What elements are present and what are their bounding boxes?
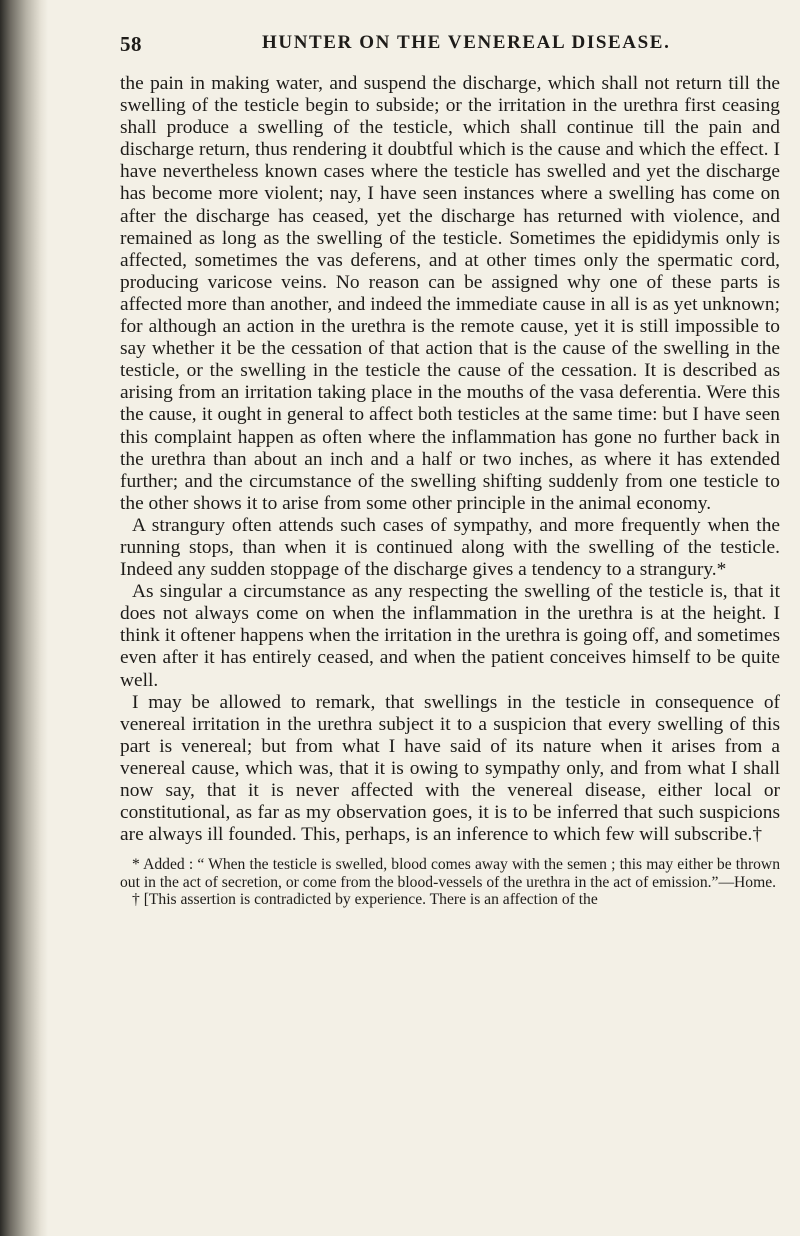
- footnote-dagger: † [This assertion is contradicted by experience. There is an affection of the: [132, 891, 598, 909]
- running-head: [120, 28, 780, 60]
- book-binding-shadow: [0, 0, 48, 1236]
- book-page: [120, 28, 780, 909]
- paragraph-strangury: A strangury often attends such cases of sympathy, and more frequently when the running stops, than when it is continued along with the swelling of the testicle. Indeed any sudden stoppage of the discharge gives a tendency to a strangury.*: [120, 514, 780, 581]
- footnote-asterisk: * Added : “ When the testicle is swelled, blood comes away with the semen ; this may either be thrown out in the act of secretion, or come from the blood-vessels of the urethra in the act of emission.”—Home.: [120, 856, 780, 891]
- paragraph-singular-circumstance: As singular a circumstance as any respecting the swelling of the testicle is, that it does not always come on when the inflammation in the urethra is at the height. I think it oftener happens when the irritation in the urethra is going off, and sometimes even after it has entirely ceased, and when the patient conceives himself to be quite well.: [120, 581, 780, 691]
- paragraph-suspicion: I may be allowed to remark, that swellings in the testicle in consequence of venereal irritation in the urethra subject it to a suspicion that every swelling of this part is venereal; but from what I have said of its nature when it arises from a venereal cause, which was, that it is owing to sympathy only, and from what I shall now say, that it is never affected with the venereal disease, either local or constitutional, as far as my observation goes, it is to be inferred that such suspicions are always ill founded. This, perhaps, is an inference to which few will subscribe.†: [120, 691, 780, 846]
- paragraph-continuation: the pain in making water, and suspend the discharge, which shall not return till the swelling of the testicle begin to subside; or the irritation in the urethra first ceasing shall produce a swelling of the testicle, which shall continue till the pain and discharge return, thus rendering it doubtful which is the cause and which the effect. I have nevertheless known cases where the testicle has swelled and yet the discharge has become more violent; nay, I have seen instances where a swelling has come on after the discharge has ceased, yet the discharge has returned with violence, and remained as long as the swelling of the testicle. Sometimes the epididymis only is affected, sometimes the vas deferens, and at other times only the spermatic cord, producing varicose veins. No reason can be assigned why one of these parts is affected more than another, and indeed the immediate cause in all is as yet unknown; for although an action in the urethra is the remote cause, yet it is still impossible to say whether it be the cessation of that action that is the cause of the swelling in the testicle, or the swelling in the testicle the cause of the cessation. It is described as arising from an irritation taking place in the mouths of the vasa deferentia. Were this the cause, it ought in general to affect both testicles at the same time: but I have seen this complaint happen as often where the inflammation has gone no further back in the urethra than about an inch and a half or two inches, as where it has extended further; and the circumstance of the swelling shifting suddenly from one testicle to the other shows it to arise from some other principle in the animal economy.: [120, 73, 780, 514]
- footnotes: [120, 856, 780, 909]
- running-title: HUNTER ON THE VENEREAL DISEASE.: [262, 32, 671, 53]
- body-text: [120, 73, 780, 846]
- page-number: 58: [120, 32, 142, 56]
